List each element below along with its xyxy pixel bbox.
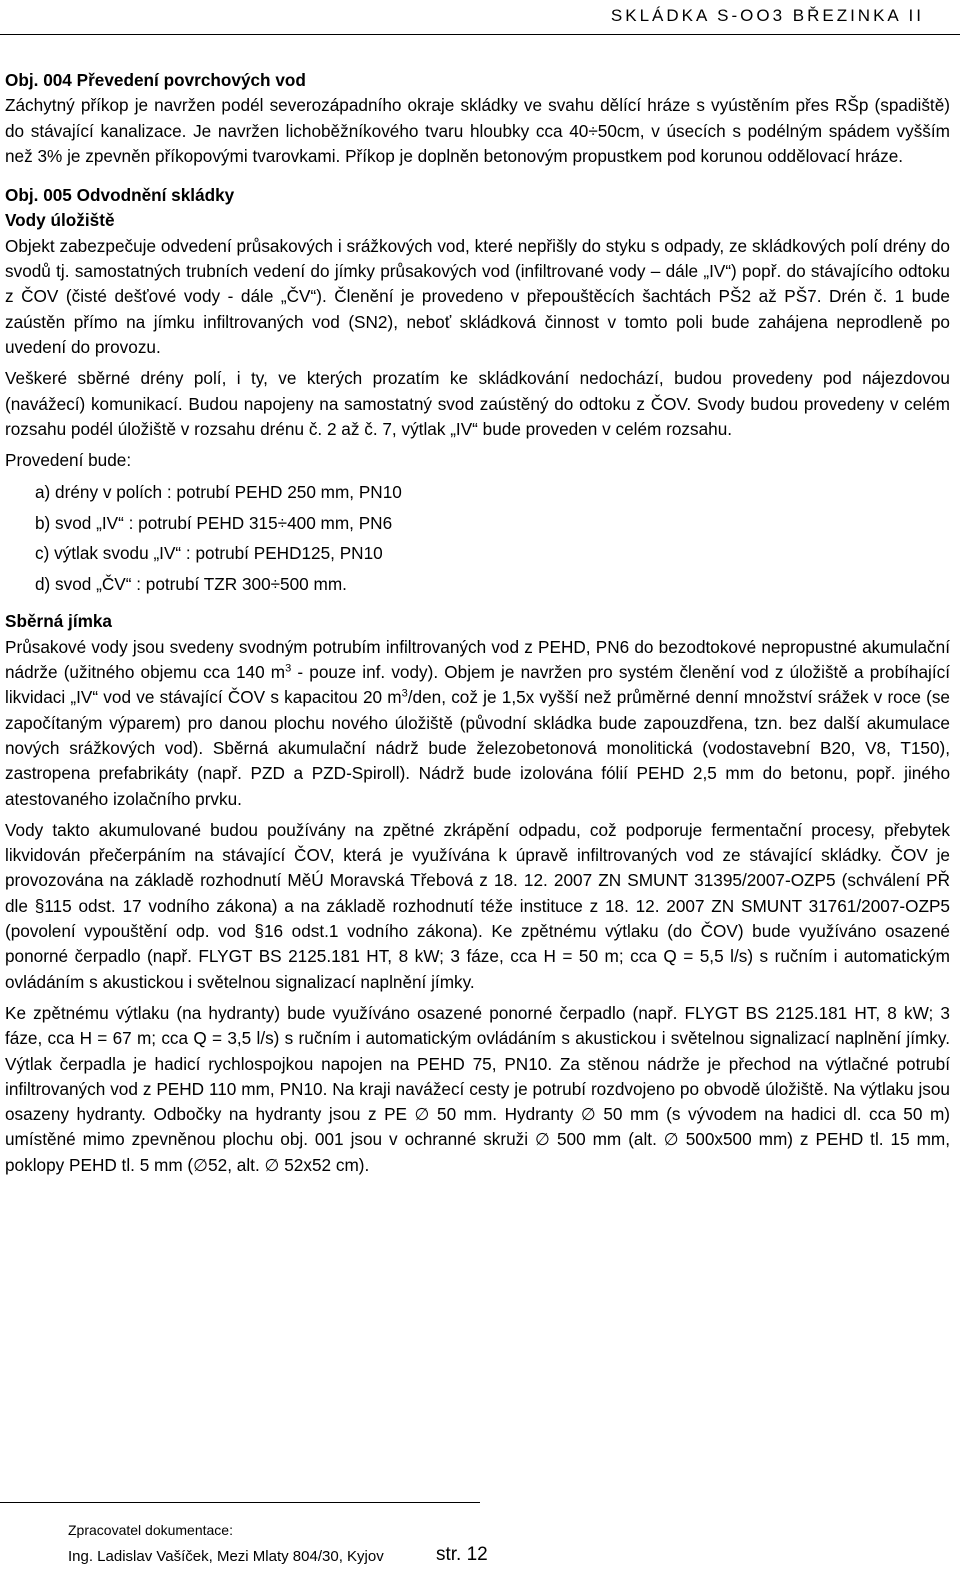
obj004-text: Záchytný příkop je navržen podél severozápadního okraje skládky ve svahu dělící hráze s vyústěním přes RŠp (spadiště) do stávající kanalizace. Je navržen lichoběžníkového tvaru hloubky cca 40÷50cm, v úsecích s podélným spádem vyšším než 3% je zpevněn příkopovými tvarovkami. Příkop je doplněn betonovým propustkem pod korunou oddělovací hráze.: [5, 95, 950, 166]
pipe-list: [35, 477, 950, 599]
jimka-paragraph-3: Ke zpětnému výtlaku (na hydranty) bude využíváno osazené ponorné čerpadlo (např. FLYGT BS 2125.181 HT, 8 kW; 3 fáze, cca H = 67 m; cca Q = 3,5 l/s) s ručním i automatickým ovládáním s akustickou i světelnou signalizací naplnění jímky. Výtlak čerpadla je hadicí rychlospojkou napojen na PEHD 75, PN10. Za stěnou nádrže je přechod na výtlačné potrubí infiltrovaných vod z PEHD 110 mm, PN10. Na kraji navážecí cesty je potrubí rozdvojeno po obvodě úložiště. Na výtlaku jsou osazeny hydranty. Odbočky na hydranty jsou z PE ∅ 50 mm. Hydranty ∅ 50 mm (s vývodem na hadici dl. cca 50 m) umístěné mimo zpevněnou plochu obj. 001 jsou v ochranné skruži ∅ 500 mm (alt. ∅ 500x500 mm) z PEHD tl. 15 mm, poklopy PEHD tl. 5 mm (∅52, alt. ∅ 52x52 cm).: [5, 1002, 950, 1175]
superscript: 3: [285, 662, 292, 675]
footer-author: Ing. Ladislav Vašíček, Mezi Mlaty 804/30, Kyjov: [68, 1548, 384, 1565]
document-title: SKLÁDKA S-OO3 BŘEZINKA II: [610, 6, 924, 25]
jimka-p1-part-c: /den, což je 1,5x vyšší než průměrné denní množství srážek v roce (se započítaným výparem) pro danou plochu nového úložiště (původní skládka bude zapouzdřena, tzn. bez další akumulace nových srážkových vod). Sběrná akumulační nádrž bude železobetonová monolitická (vodostavební B20, V8, T150), zastropena prefabrikáty (např. PZD a PZD-Spiroll). Nádrž bude izolována fólií PEHD 2,5 mm do betonu, popř. jiného atestovaného izolačního prvku.: [5, 687, 950, 809]
list-item: a) drény v polích : potrubí PEHD 250 mm, PN10: [35, 482, 402, 503]
list-intro: Provedení bude:: [5, 450, 132, 471]
footer-divider: [0, 1502, 480, 1503]
jimka-paragraph-2: Vody takto akumulované budou používány na zpětné zkrápění odpadu, což podporuje fermentační procesy, přebytek likvidován přečerpáním na stávající ČOV, která je využívána k úpravě infiltrovaných vod ze stávající skládky. ČOV je provozována na základě rozhodnutí MěÚ Moravská Třebová z 18. 12. 2007 ZN SMUNT 31395/2007-OZP5 (schválení PŘ dle §115 odst. 17 vodního zákona) a na základě rozhodnutí téže instituce z 18. 12. 2007 ZN SMUNT 31761/2007-OZP5 (povolení vypouštění odp. vod §16 odst.1 vodního zákona). Ke zpětnému výtlaku (do ČOV) bude využíváno osazené ponorné čerpadlo (např. FLYGT BS 2125.181 HT, 8 kW; 3 fáze, cca H = 50 m; cca Q = 5,5 l/s) s ručním i automatickým ovládáním s akustickou i světelnou signalizací naplnění jímky.: [5, 819, 950, 992]
obj005-paragraph-1: Objekt zabezpečuje odvedení průsakových i srážkových vod, které nepřišly do styku s odpady, ze skládkových polí drény do svodů tj. samostatných trubních vedení do jímky průsakových vod (infiltrované vody – dále „IV“) popř. do stávajícího odtoku z ČOV (čisté dešťové vody - dále „ČV“). Členění je provedeno v přepouštěcích šachtách PŠ2 až PŠ7. Drén č. 1 bude zaústěn přímo na jímku infiltrovaných vod (SN2), neboť skládková činnost v tomto poli bude zahájena neprodleně po uvedení do provozu.: [5, 235, 950, 357]
jimka-paragraph-1: [5, 635, 950, 812]
page-header: [0, 6, 960, 36]
header-divider: [0, 34, 960, 35]
list-item: b) svod „IV“ : potrubí PEHD 315÷400 mm, PN6: [35, 512, 393, 533]
obj005-paragraph-2: Veškeré sběrné drény polí, i ty, ve kterých prozatím ke skládkování nedochází, budou provedeny pod nájezdovou (navážecí) komunikací. Budou napojeny na samostatný svod zaústěný do odtoku z ČOV. Svody budou provedeny v celém rozsahu podél úložiště v rozsahu drénu č. 2 až č. 7, výtlak „IV“ bude proveden v celém rozsahu.: [5, 368, 950, 439]
obj005-subheading: Vody úložiště: [5, 210, 115, 231]
obj005-heading: Obj. 005 Odvodnění skládky: [5, 185, 235, 206]
list-item: c) výtlak svodu „IV“ : potrubí PEHD125, PN10: [35, 543, 383, 564]
document-body: [5, 68, 950, 1178]
footer-label: Zpracovatel dokumentace:: [68, 1522, 233, 1538]
obj004-heading: Obj. 004 Převedení povrchových vod: [5, 70, 306, 90]
page-number: str. 12: [436, 1544, 488, 1565]
page-footer: [0, 1502, 960, 1580]
list-item: d) svod „ČV“ : potrubí TZR 300÷500 mm.: [35, 573, 347, 594]
jimka-heading: Sběrná jímka: [5, 611, 112, 632]
superscript: 3: [401, 687, 408, 700]
jimka-p1-part-a: Průsakové vody jsou svedeny svodným potrubím infiltrovaných vod z PEHD, PN6 do bezodtokové nepropustné akumulační nádrže (užitného objemu cca 140 m: [5, 636, 950, 683]
jimka-p1-part-b: - pouze inf. vody). Objem je navržen pro systém členění vod z úložiště a probíhající likvidaci „IV“ vod ve stávající ČOV s kapacitou 20 m: [5, 662, 951, 708]
